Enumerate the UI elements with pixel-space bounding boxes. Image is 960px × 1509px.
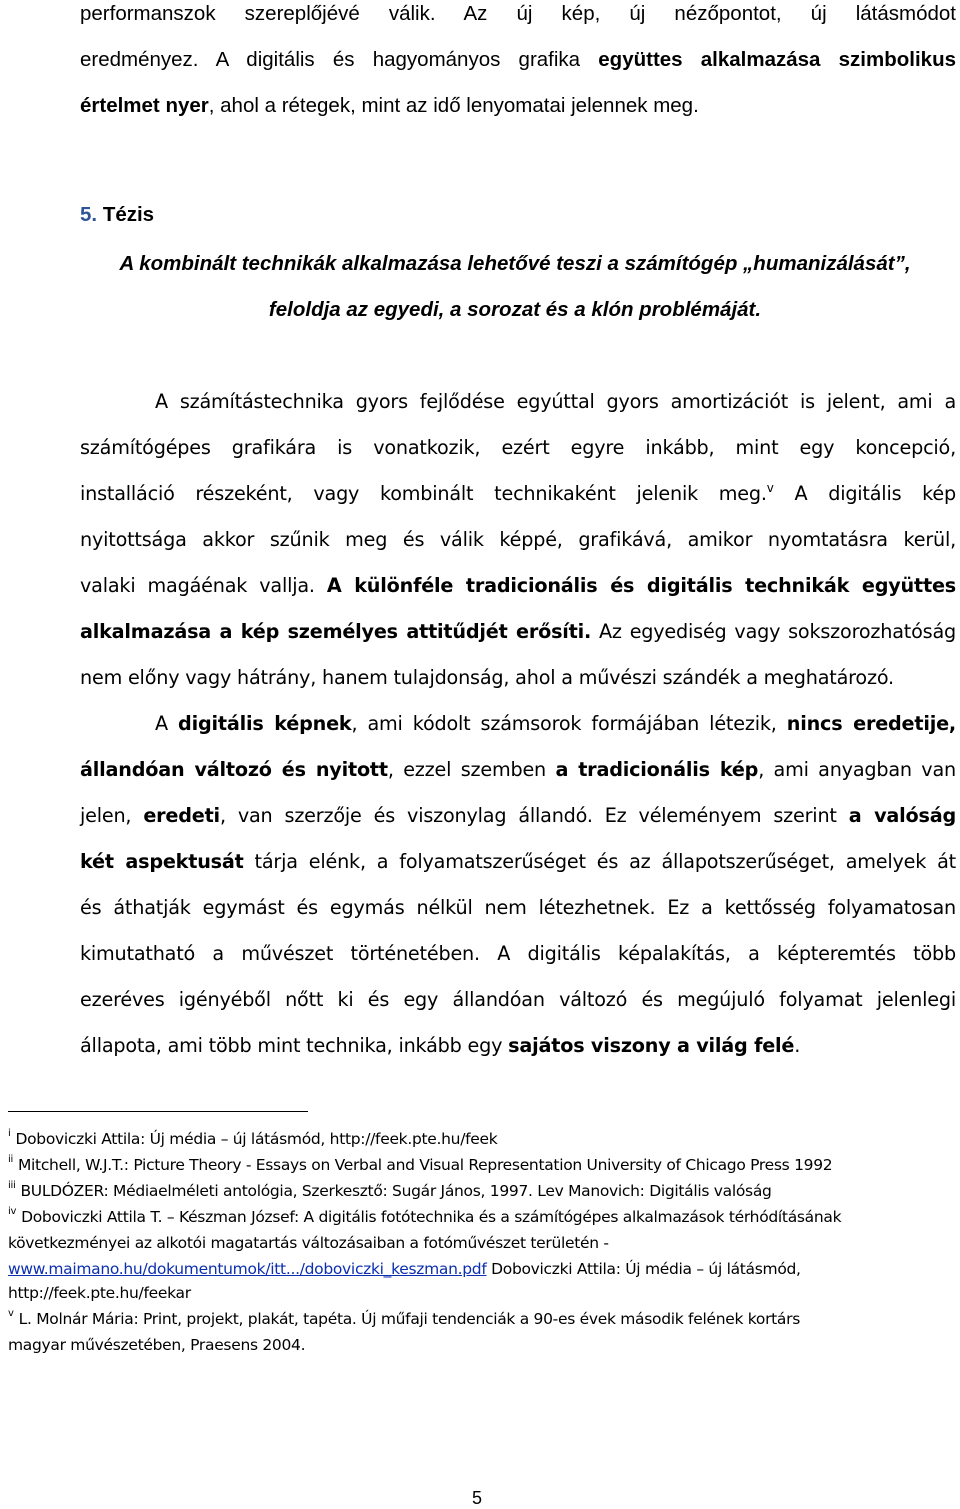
text: kimutatható a művészet történetében. A digitális képalakítás, a képteremtés több (80, 942, 956, 965)
text: , ami kódolt számsorok formájában létezik, (351, 712, 787, 735)
footnote-text: Doboviczki Attila T. – Készman József: A digitális fotótechnika és a számítógépes alkalmazások térhódításának (21, 1208, 842, 1226)
intro-line-3 (80, 94, 956, 118)
footnote-1 (8, 1129, 953, 1149)
para2-line-4 (80, 850, 956, 874)
bold-text: digitális képnek (178, 712, 352, 735)
para2-line-5 (80, 896, 956, 920)
text: eredményez. A digitális és hagyományos grafika (80, 48, 599, 71)
bold-text: értelmet nyer (80, 94, 209, 117)
para2-line-2 (80, 758, 956, 782)
bold-text: nincs eredetije, (786, 712, 956, 735)
footnote-link[interactable]: www.maimano.hu/dokumentumok/itt.../doboviczki_keszman.pdf (8, 1260, 487, 1278)
footnote-marker: iv (8, 1206, 17, 1217)
footnote-4-line-2 (8, 1233, 953, 1253)
bold-text: sajátos viszony a világ felé (508, 1034, 795, 1057)
para2-line-3 (80, 804, 956, 828)
thesis-line-2: feloldja az egyedi, a sorozat és a klón problémáját. (268, 298, 762, 321)
footnote-5-line-2 (8, 1335, 953, 1355)
bold-text: együttes alkalmazása szimbolikus (598, 48, 956, 71)
text: performanszok szereplőjévé válik. Az új kép, új nézőpontot, új látásmódot (80, 2, 956, 25)
footnote-text: BULDÓZER: Médiaelméleti antológia, Szerkesztő: Sugár János, 1997. Lev Manovich: Digitális valóság (20, 1182, 772, 1200)
bold-text: alkalmazása a kép személyes attitűdjét erősíti. (80, 620, 592, 643)
text: , van szerzője és viszonylag állandó. Ez véleményem szerint (219, 804, 849, 827)
para1-line-1 (155, 390, 956, 414)
footnote-text: L. Molnár Mária: Print, projekt, plakát, tapéta. Új műfaji tendenciák a 90-es évek második felének kortárs (18, 1310, 800, 1328)
text: tárja elénk, a folyamatszerűséget és az állapotszerűséget, amelyek át (243, 850, 957, 873)
text: A digitális kép (773, 482, 956, 505)
text: számítógépes grafikára is vonatkozik, ezért egyre inkább, mint egy koncepció, (80, 436, 956, 459)
footnote-text: Doboviczki Attila: Új média – új látásmód, http://feek.pte.hu/feek (15, 1130, 498, 1148)
section-number: 5. (80, 203, 98, 226)
page-number: 5 (472, 1488, 483, 1508)
text: , ami anyagban van (758, 758, 956, 781)
bold-text: állandóan változó és nyitott (80, 758, 388, 781)
para2-line-7 (80, 988, 956, 1012)
text: , ahol a rétegek, mint az idő lenyomatai jelennek meg. (208, 94, 699, 117)
footnote-ref: v (766, 481, 774, 495)
text: ezeréves igényéből nőtt ki és egy állandóan változó és megújuló folyamat jelenlegi (80, 988, 956, 1011)
text: nyitottsága akkor szűnik meg és válik képpé, grafikává, amikor nyomtatásra kerül, (80, 528, 956, 551)
footnote-4 (8, 1207, 953, 1227)
footnote-separator (8, 1111, 308, 1112)
text: A (155, 712, 179, 735)
para1-line-3 (80, 482, 956, 506)
footnote-text: magyar művészetében, Praesens 2004. (8, 1336, 306, 1354)
footnote-marker: v (8, 1308, 14, 1319)
footnote-text: Mitchell, W.J.T.: Picture Theory - Essays on Verbal and Visual Representation University of Chicago Press 1992 (17, 1156, 833, 1174)
footnote-marker: iii (8, 1180, 16, 1191)
footnote-5 (8, 1309, 953, 1329)
footnote-text: Doboviczki Attila: Új média – új látásmód, (486, 1260, 801, 1278)
footnote-3 (8, 1181, 953, 1201)
para1-line-7 (80, 666, 956, 690)
text: és áthatják egymást és egymás nélkül nem létezhetnek. Ez a kettősség folyamatosan (80, 896, 956, 919)
text: installáció részeként, vagy kombinált technikaként jelenik meg. (80, 482, 767, 505)
footnote-4-line-4 (8, 1283, 953, 1303)
para2-line-1 (155, 712, 956, 736)
bold-text: A különféle tradicionális és digitális technikák együttes (326, 574, 956, 597)
text: valaki magáénak vallja. (80, 574, 327, 597)
intro-line-1 (80, 2, 956, 26)
text: nem előny vagy hátrány, hanem tulajdonság, ahol a művészi szándék a meghatározó. (80, 666, 894, 689)
footnote-text: http://feek.pte.hu/feekar (8, 1284, 191, 1302)
para1-line-5 (80, 574, 956, 598)
section-heading (80, 203, 154, 227)
footnote-text: következményei az alkotói magatartás változásaiban a fotóművészet területén - (8, 1234, 609, 1252)
bold-text: a tradicionális kép (555, 758, 759, 781)
para1-line-4 (80, 528, 956, 552)
text: A számítástechnika gyors fejlődése egyúttal gyors amortizációt is jelent, ami a (155, 390, 956, 413)
text: jelen, (80, 804, 144, 827)
footnote-2 (8, 1155, 953, 1175)
para1-line-2 (80, 436, 956, 460)
text: állapota, ami több mint technika, inkább egy (80, 1034, 509, 1057)
bold-text: két aspektusát (80, 850, 244, 873)
intro-line-2 (80, 48, 956, 72)
para1-line-6 (80, 620, 956, 644)
para2-line-6 (80, 942, 956, 966)
footnote-marker: i (8, 1128, 11, 1139)
thesis-line-1: A kombinált technikák alkalmazása lehetővé teszi a számítógép „humanizálását”, (119, 252, 911, 275)
text: Az egyediség vagy sokszorozhatóság (591, 620, 956, 643)
bold-text: a valóság (848, 804, 956, 827)
text: . (794, 1034, 801, 1057)
text: , ezzel szemben (387, 758, 556, 781)
para2-line-8 (80, 1034, 956, 1058)
bold-text: eredeti (143, 804, 220, 827)
footnote-marker: ii (8, 1154, 13, 1165)
section-title: Tézis (102, 203, 155, 226)
footnote-4-line-3 (8, 1259, 953, 1279)
